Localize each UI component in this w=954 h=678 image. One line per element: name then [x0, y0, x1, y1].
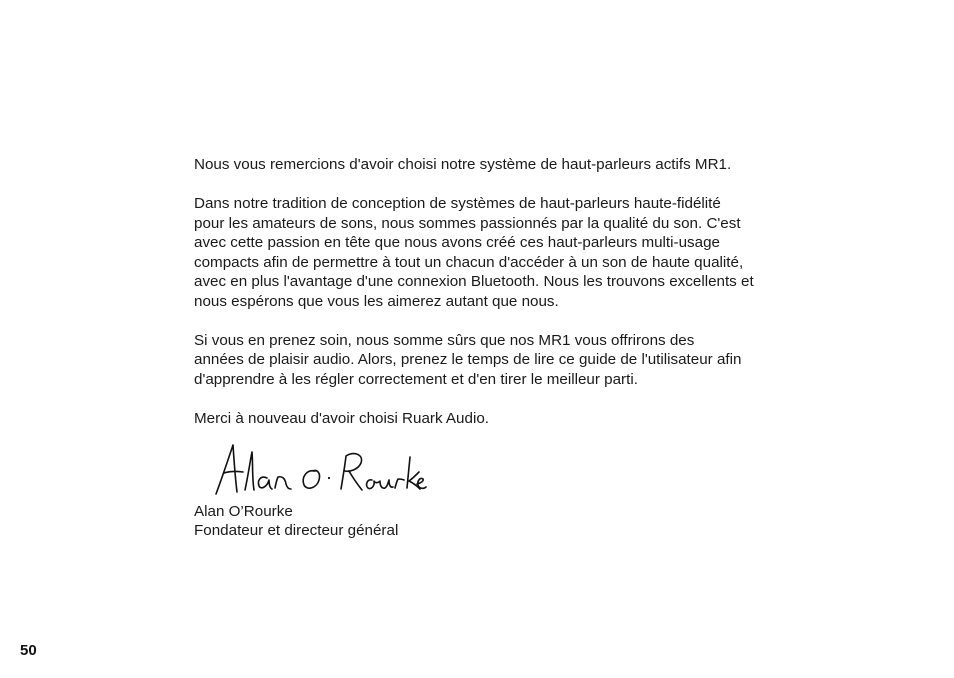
signer-name: Alan O’Rourke — [194, 502, 293, 520]
handwritten-signature — [212, 442, 427, 500]
signer-block — [194, 502, 834, 541]
paragraph-tradition: Dans notre tradition de conception de systèmes de haut-parleurs haute-fidélité pour les amateurs de sons, nous sommes passionnés par la qualité du son. C'est avec cette passion en tête que nous avons créé ces haut-parleurs multi-usage compacts afin de permettre à tout un chacun d'accéder à un son de haute qualité, avec en plus l'avantage d'une connexion Bluetooth. Nous les trouvons excellents et nous espérons que vous les aimerez autant que nous. — [194, 195, 754, 310]
letter-body — [194, 155, 834, 541]
signer-title: Fondateur et directeur général — [194, 522, 399, 539]
paragraph-intro: Nous vous remercions d'avoir choisi notre système de haut-parleurs actifs MR1. — [194, 156, 732, 173]
paragraph-thanks: Merci à nouveau d'avoir choisi Ruark Audio. — [194, 409, 489, 427]
page-number: 50 — [20, 642, 37, 659]
paragraph-care: Si vous en prenez soin, nous somme sûrs que nos MR1 vous offrirons des années de plaisir audio. Alors, prenez le temps de lire ce guide de l'utilisateur afin d'apprendre à les régler correctement et d'en tirer le meilleur parti. — [194, 331, 742, 388]
